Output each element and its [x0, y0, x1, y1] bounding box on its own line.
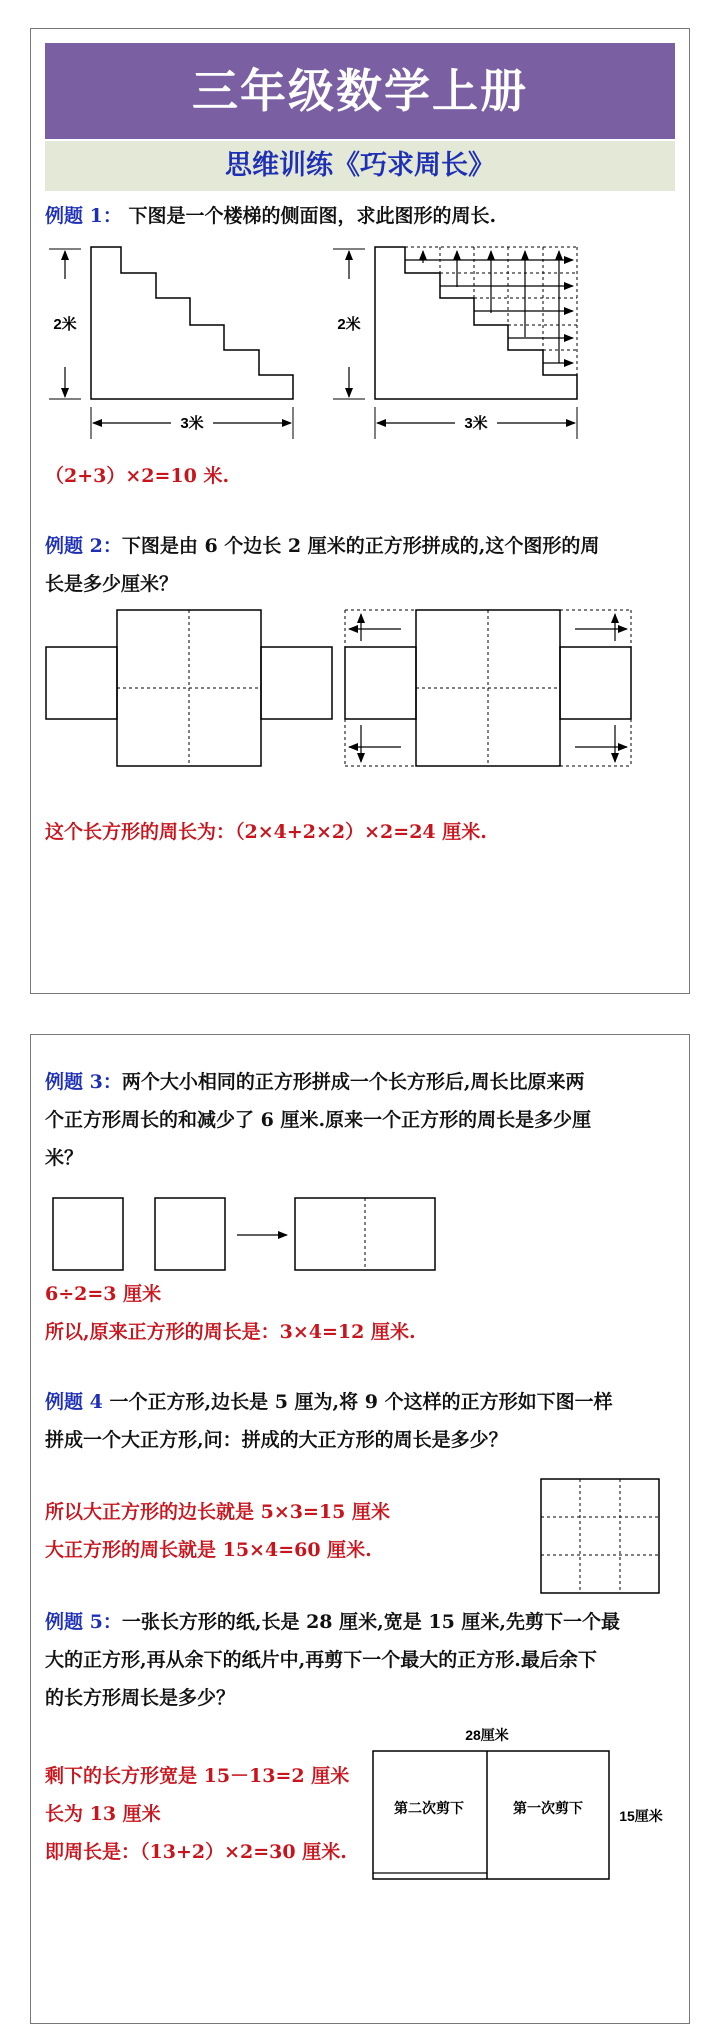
paper-cut-diagram [31, 1035, 691, 1895]
example-4-answer-line2: 大正方形的周长就是 15×4=60 厘米. [45, 1539, 372, 1561]
example-2-text-line1: 下图是由 6 个边长 2 厘米的正方形拼成的,这个图形的周 [121, 535, 600, 557]
stair-width-label: 3米 [180, 415, 204, 432]
six-square-figure [46, 610, 332, 766]
example-5-answer-line1: 剩下的长方形宽是 15－13=2 厘米 [45, 1765, 350, 1787]
paper-length-label: 28厘米 [465, 1727, 509, 1743]
example-1-text: 下图是一个楼梯的侧面图，求此图形的周长. [128, 205, 497, 227]
example-4-text-line2: 拼成一个大正方形,问：拼成的大正方形的周长是多少？ [45, 1429, 508, 1451]
page-subtitle: 思维训练《巧求周长》 [45, 141, 675, 191]
example-5-answer-line3: 即周长是：（13+2）×2=30 厘米. [45, 1841, 347, 1863]
first-cut-label: 第一次剪下 [513, 1800, 583, 1816]
second-cut-label: 第二次剪下 [394, 1800, 464, 1816]
example-5-text-line1: 一张长方形的纸,长是 28 厘米,宽是 15 厘米,先剪下一个最 [121, 1611, 621, 1633]
example-3-answer-line1: 6÷2=3 厘米 [45, 1283, 162, 1305]
worksheet-page-2 [30, 1034, 690, 2024]
stair-width-label-2: 3米 [464, 415, 488, 432]
example-5-text-line3: 的长方形周长是多少？ [45, 1687, 236, 1709]
example-5-answer-line2: 长为 13 厘米 [45, 1803, 161, 1825]
example-2-label: 例题 2： [45, 535, 122, 557]
example-3-text-line2: 个正方形周长的和减少了 6 厘米.原来一个正方形的周长是多少厘 [45, 1109, 592, 1131]
paper-width-label: 15厘米 [619, 1808, 663, 1824]
example-1-answer: （2+3）×2=10 米. [45, 465, 230, 487]
example-2-answer: 这个长方形的周长为：（2×4+2×2）×2=24 厘米. [45, 821, 487, 843]
stair-height-label-2: 2米 [337, 316, 361, 333]
worksheet-page-1 [30, 28, 690, 994]
example-2-text-line2: 长是多少厘米？ [45, 573, 179, 595]
stair-height-label: 2米 [53, 316, 77, 333]
six-square-figure-translated [345, 610, 631, 766]
example-3-text-line1: 两个大小相同的正方形拼成一个长方形后,周长比原来两 [121, 1071, 585, 1093]
page-title: 三年级数学上册 [45, 43, 675, 139]
example-5-label: 例题 5： [45, 1611, 122, 1633]
example-4-label: 例题 4 [45, 1391, 103, 1413]
example-5-text-line2: 大的正方形,再从余下的纸片中,再剪下一个最大的正方形.最后余下 [45, 1649, 597, 1671]
example-3-answer-line2: 所以,原来正方形的周长是：3×4=12 厘米. [45, 1321, 416, 1343]
example-4-text-line1: 一个正方形,边长是 5 厘为,将 9 个这样的正方形如下图一样 [109, 1391, 613, 1413]
example-3-text-line3: 米？ [45, 1147, 84, 1169]
six-square-diagrams [31, 29, 691, 809]
example-3-label: 例题 3： [45, 1071, 122, 1093]
example-1-label: 例题 1： [45, 205, 122, 227]
example-4-answer-line1: 所以大正方形的边长就是 5×3=15 厘米 [45, 1501, 390, 1523]
